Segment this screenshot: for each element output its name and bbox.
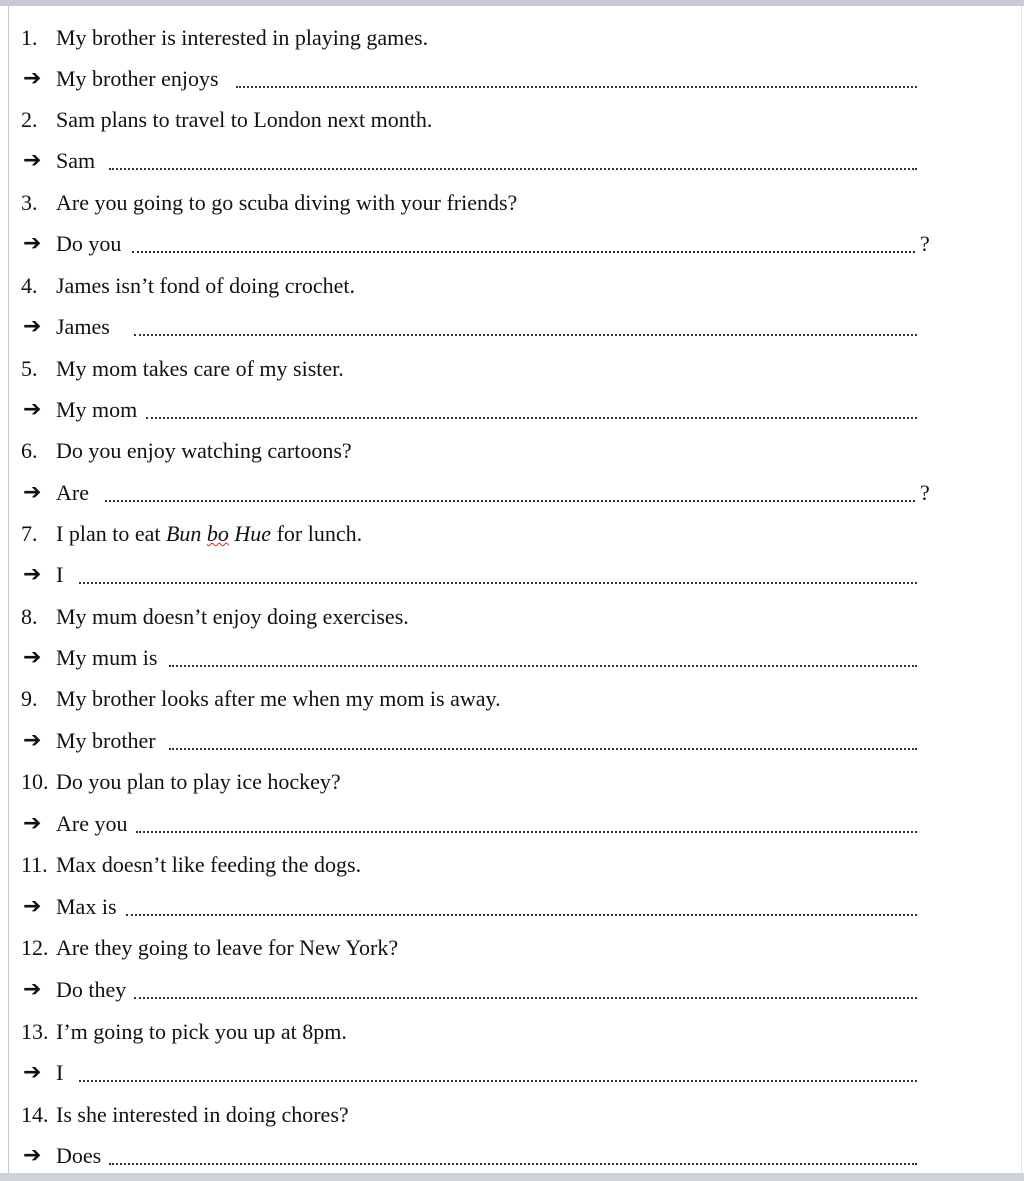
exercise-number: 1.	[21, 25, 38, 50]
answer-prompt: My mum is	[56, 645, 158, 670]
answer-prompt: James	[56, 314, 110, 339]
exercise-answer-10	[9, 806, 1009, 842]
arrow-right-icon: ➔	[23, 811, 42, 836]
question-mark: ?	[920, 480, 930, 505]
question-text-part: for lunch.	[271, 521, 363, 546]
answer-blank[interactable]	[146, 417, 917, 419]
question-text: Max doesn’t like feeding the dogs.	[56, 852, 362, 877]
answer-blank[interactable]	[109, 1163, 917, 1165]
question-text: Is she interested in doing chores?	[56, 1102, 349, 1127]
exercise-number: 6.	[21, 438, 38, 463]
exercise-number: 12.	[21, 935, 49, 960]
arrow-right-icon: ➔	[23, 562, 42, 587]
exercise-number: 7.	[21, 521, 38, 546]
answer-blank[interactable]	[79, 1080, 917, 1082]
document-page	[8, 6, 1022, 1173]
dish-name-part: Hue	[228, 521, 272, 546]
answer-blank[interactable]	[132, 251, 915, 253]
exercise-question-8	[9, 599, 1009, 635]
answer-blank[interactable]	[79, 582, 917, 584]
exercise-number: 9.	[21, 686, 38, 711]
question-text: Do you enjoy watching cartoons?	[56, 438, 352, 463]
exercise-answer-9	[9, 723, 1009, 759]
arrow-right-icon: ➔	[23, 728, 42, 753]
exercise-question-1	[9, 20, 1009, 56]
arrow-right-icon: ➔	[23, 148, 42, 173]
answer-blank[interactable]	[136, 831, 917, 833]
exercise-answer-14	[9, 1138, 1009, 1174]
exercise-number: 14.	[21, 1102, 49, 1127]
answer-prompt: My brother	[56, 728, 156, 753]
exercise-question-13	[9, 1014, 1009, 1050]
exercise-question-9	[9, 681, 1009, 717]
exercise-number: 4.	[21, 273, 38, 298]
exercise-question-2	[9, 102, 1009, 138]
question-text: My mom takes care of my sister.	[56, 356, 344, 381]
answer-blank[interactable]	[105, 500, 915, 502]
answer-blank[interactable]	[109, 168, 917, 170]
question-text-part: I plan to eat	[56, 521, 166, 546]
exercise-question-6	[9, 433, 1009, 469]
exercise-question-3	[9, 185, 1009, 221]
exercise-question-10	[9, 764, 1009, 800]
answer-prompt: Are you	[56, 811, 128, 836]
exercise-question-12	[9, 930, 1009, 966]
exercise-number: 3.	[21, 190, 38, 215]
exercise-question-7	[9, 516, 1009, 552]
exercise-number: 2.	[21, 107, 38, 132]
arrow-right-icon: ➔	[23, 1143, 42, 1168]
answer-prompt: Do they	[56, 977, 127, 1002]
exercise-answer-3	[9, 226, 1009, 262]
question-text: My mum doesn’t enjoy doing exercises.	[56, 604, 409, 629]
answer-prompt: I	[56, 562, 64, 587]
answer-blank[interactable]	[126, 914, 917, 916]
question-text: I’m going to pick you up at 8pm.	[56, 1019, 347, 1044]
answer-prompt: I	[56, 1060, 64, 1085]
arrow-right-icon: ➔	[23, 977, 42, 1002]
answer-blank[interactable]	[134, 334, 917, 336]
question-text: My brother is interested in playing games.	[56, 25, 429, 50]
exercise-answer-6	[9, 475, 1009, 511]
exercise-question-11	[9, 847, 1009, 883]
answer-prompt: Max is	[56, 894, 117, 919]
answer-blank[interactable]	[169, 748, 917, 750]
question-text: My brother looks after me when my mom is away.	[56, 686, 501, 711]
answer-blank[interactable]	[134, 997, 917, 999]
exercise-answer-5	[9, 392, 1009, 428]
arrow-right-icon: ➔	[23, 645, 42, 670]
arrow-right-icon: ➔	[23, 480, 42, 505]
exercise-answer-1	[9, 61, 1009, 97]
answer-blank[interactable]	[236, 86, 917, 88]
exercise-answer-8	[9, 640, 1009, 676]
question-text	[56, 516, 362, 552]
spellcheck-flagged-word: bo	[206, 521, 229, 546]
window-bottom-strip	[0, 1173, 1024, 1181]
exercise-answer-7	[9, 557, 1009, 593]
question-text: Sam plans to travel to London next month.	[56, 107, 433, 132]
question-text: James isn’t fond of doing crochet.	[56, 273, 355, 298]
answer-prompt: Does	[56, 1143, 102, 1168]
exercise-answer-2	[9, 143, 1009, 179]
arrow-right-icon: ➔	[23, 314, 42, 339]
exercise-answer-4	[9, 309, 1009, 345]
arrow-right-icon: ➔	[23, 1060, 42, 1085]
answer-prompt: Do you	[56, 231, 122, 256]
exercise-question-5	[9, 351, 1009, 387]
answer-blank[interactable]	[169, 665, 917, 667]
exercise-number: 13.	[21, 1019, 49, 1044]
dish-name-part: Bun	[165, 521, 207, 546]
arrow-right-icon: ➔	[23, 231, 42, 256]
question-text: Do you plan to play ice hockey?	[56, 769, 341, 794]
exercise-answer-11	[9, 889, 1009, 925]
exercise-question-4	[9, 268, 1009, 304]
exercise-number: 11.	[21, 852, 48, 877]
arrow-right-icon: ➔	[23, 66, 42, 91]
exercise-number: 5.	[21, 356, 38, 381]
exercise-question-14	[9, 1097, 1009, 1133]
arrow-right-icon: ➔	[23, 397, 42, 422]
exercise-answer-12	[9, 972, 1009, 1008]
answer-prompt: My mom	[56, 397, 138, 422]
exercise-answer-13	[9, 1055, 1009, 1091]
answer-prompt: Are	[56, 480, 89, 505]
question-mark: ?	[920, 231, 930, 256]
arrow-right-icon: ➔	[23, 894, 42, 919]
answer-prompt: Sam	[56, 148, 96, 173]
exercise-number: 8.	[21, 604, 38, 629]
exercise-number: 10.	[21, 769, 49, 794]
question-text: Are they going to leave for New York?	[56, 935, 399, 960]
question-text: Are you going to go scuba diving with your friends?	[56, 190, 518, 215]
answer-prompt: My brother enjoys	[56, 66, 219, 91]
